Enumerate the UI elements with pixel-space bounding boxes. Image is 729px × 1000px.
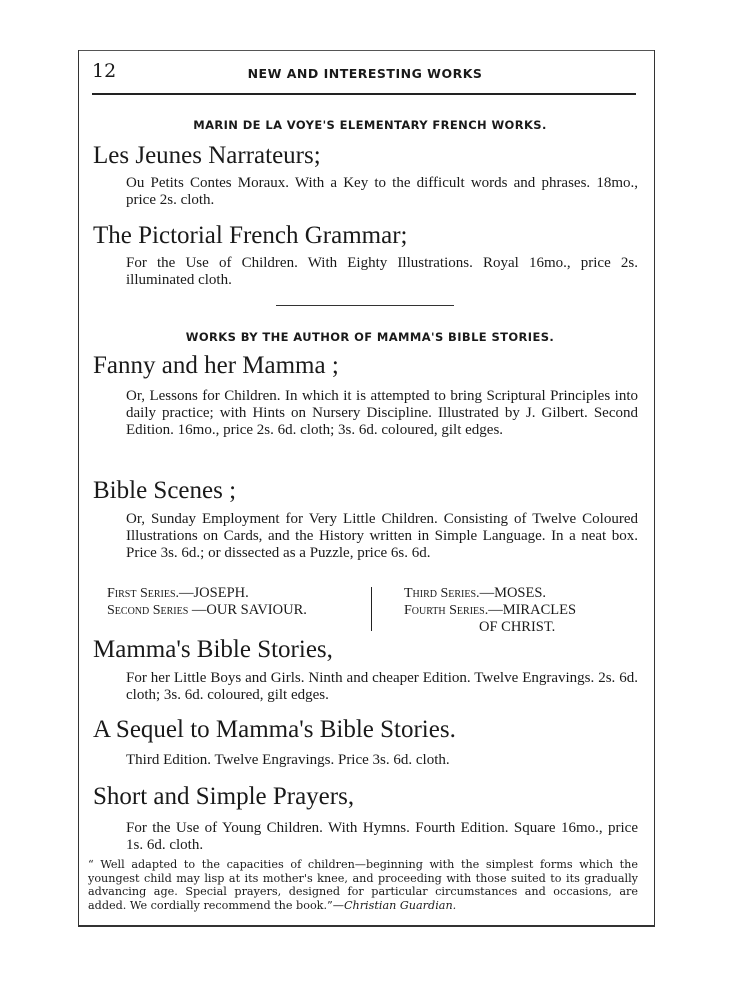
series-divider <box>371 587 372 631</box>
page-border-right <box>654 50 655 926</box>
review-source: —Christian Guardian. <box>332 898 457 912</box>
page-border-bottom <box>78 925 655 927</box>
running-head: NEW AND INTERESTING WORKS <box>247 66 483 81</box>
book-description: For the Use of Children. With Eighty Illustrations. Royal 16mo., price 2s. illuminated cloth. <box>126 255 638 288</box>
book-description: Or, Sunday Employment for Very Little Children. Consisting of Twelve Coloured Illustrations on Cards, and the History written in Simple Language. In a neat box. Price 3s. 6d.; or dissected as a Puzzle, price 6s. 6d. <box>126 511 638 561</box>
book-title: Short and Simple Prayers, <box>93 783 355 810</box>
book-description: For her Little Boys and Girls. Ninth and cheaper Edition. Twelve Engravings. 2s. 6d. cloth; 3s. 6d. coloured, gilt edges. <box>126 670 638 703</box>
book-title: Bible Scenes ; <box>93 477 237 504</box>
book-description: For the Use of Young Children. With Hymns. Fourth Edition. Square 16mo., price 1s. 6d. cloth. <box>126 820 638 853</box>
book-title: Les Jeunes Narrateurs; <box>93 142 321 169</box>
series-list-left <box>107 585 307 619</box>
section-divider <box>276 305 454 306</box>
series-entry: First Series.—JOSEPH. <box>107 585 249 601</box>
book-description: Third Edition. Twelve Engravings. Price 3s. 6d. cloth. <box>126 752 450 768</box>
series-entry: Second Series —OUR SAVIOUR. <box>107 602 307 618</box>
series-entry: OF CHRIST. <box>479 619 556 635</box>
section-heading-french-works: MARIN DE LA VOYE'S ELEMENTARY FRENCH WORKS. <box>193 118 547 132</box>
page-border-top <box>78 50 655 51</box>
book-title: Mamma's Bible Stories, <box>93 636 333 663</box>
book-description: Or, Lessons for Children. In which it is attempted to bring Scriptural Principles into daily practice; with Hints on Nursery Discipline. Illustrated by J. Gilbert. Second Edition. 16mo., price 2s. 6d. cloth; 3s. 6d. coloured, gilt edges. <box>126 388 638 438</box>
book-description: Ou Petits Contes Moraux. With a Key to the difficult words and phrases. 18mo., price 2s. cloth. <box>126 175 638 208</box>
section-heading-author-works: WORKS BY THE AUTHOR OF MAMMA'S BIBLE STORIES. <box>185 330 555 344</box>
series-list-right <box>404 585 576 635</box>
header-rule <box>92 93 636 95</box>
review-quote: “ Well adapted to the capacities of children—beginning with the simplest forms which the youngest child may lisp at its mother's knee, and proceeding with those suited to its gradually advancing age. Special prayers, designed for particular circumstances and occasions, are added. We cordially recommend the book.”—Christian Guardian. <box>88 858 638 912</box>
series-entry: Fourth Series.—MIRACLES <box>404 602 577 618</box>
book-title: A Sequel to Mamma's Bible Stories. <box>93 716 456 743</box>
book-title: The Pictorial French Grammar; <box>93 222 408 249</box>
page-border-left <box>78 50 79 926</box>
book-title: Fanny and her Mamma ; <box>93 352 339 379</box>
series-entry: Third Series.—MOSES. <box>404 585 547 601</box>
page-number: 12 <box>92 60 117 82</box>
